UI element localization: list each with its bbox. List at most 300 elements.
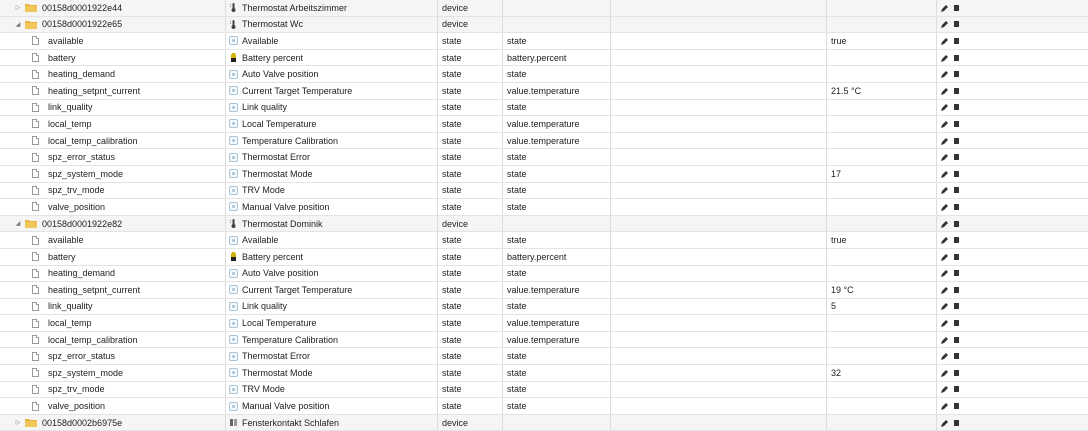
delete-icon[interactable] [954,221,959,227]
object-id: link_quality [48,301,93,312]
object-id-cell[interactable] [0,100,220,116]
object-value[interactable] [831,266,931,282]
state-row[interactable] [0,100,1088,117]
object-name-cell[interactable] [229,183,434,199]
object-value[interactable] [831,100,931,116]
column-divider [225,149,226,165]
column-divider [826,17,827,33]
object-name-cell[interactable] [229,50,434,66]
expand-arrow-icon[interactable]: ▷ [15,420,21,427]
object-name: Link quality [242,301,288,312]
state-row[interactable] [0,299,1088,316]
collapse-arrow-icon[interactable]: ◢ [15,221,21,228]
column-divider [502,282,503,298]
object-id-cell[interactable] [0,83,220,99]
pencil-icon[interactable] [941,70,949,78]
object-name-cell[interactable] [229,415,434,431]
pencil-icon[interactable] [941,385,949,393]
object-type: state [442,401,462,412]
object-id-cell[interactable] [0,17,220,33]
column-divider [502,0,503,16]
object-id-cell[interactable] [0,282,220,298]
pencil-icon[interactable] [941,203,949,211]
object-name-cell[interactable] [229,216,434,232]
object-name-cell[interactable] [229,348,434,364]
column-divider [610,315,611,331]
object-id-cell[interactable] [0,183,220,199]
object-id-cell[interactable] [0,0,220,16]
object-id-cell[interactable] [0,299,220,315]
pencil-icon[interactable] [941,269,949,277]
state-row[interactable] [0,249,1088,266]
column-divider [826,266,827,282]
delete-icon[interactable] [954,88,959,94]
object-value[interactable]: 5 [831,301,837,312]
state-row[interactable] [0,133,1088,150]
delete-icon[interactable] [954,386,959,392]
pencil-icon[interactable] [941,352,949,360]
object-value[interactable] [831,216,931,232]
row-actions [941,415,981,431]
object-value[interactable] [831,382,931,398]
column-divider [936,415,937,431]
object-id-cell[interactable] [0,216,220,232]
object-value[interactable] [831,348,931,364]
delete-icon[interactable] [954,237,959,243]
state-row[interactable] [0,66,1088,83]
device-row[interactable] [0,216,1088,233]
column-divider [826,149,827,165]
column-divider [437,83,438,99]
object-name-cell[interactable] [229,17,434,33]
object-id-cell[interactable] [0,266,220,282]
state-row[interactable] [0,282,1088,299]
pencil-icon[interactable] [941,87,949,95]
column-divider [610,183,611,199]
object-value[interactable] [831,249,931,265]
device-row[interactable] [0,0,1088,17]
object-type: state [442,251,462,262]
object-id-cell[interactable] [0,199,220,215]
column-divider [826,232,827,248]
column-divider [610,17,611,33]
delete-icon[interactable] [954,55,959,61]
object-name-cell[interactable] [229,133,434,149]
file-icon [32,70,39,79]
device-row[interactable] [0,415,1088,431]
object-name-cell[interactable] [229,332,434,348]
object-name: Available [242,235,279,246]
row-actions [941,216,981,232]
pencil-icon[interactable] [941,336,949,344]
object-name-cell[interactable] [229,66,434,82]
column-divider [826,133,827,149]
column-divider [437,116,438,132]
file-icon [32,119,39,128]
column-divider [502,332,503,348]
column-divider [826,66,827,82]
state-row[interactable] [0,332,1088,349]
row-actions [941,133,981,149]
object-id-cell[interactable] [0,133,220,149]
expand-arrow-icon[interactable]: ▷ [15,5,21,12]
state-row[interactable] [0,315,1088,332]
object-role: state [507,351,527,362]
row-actions [941,50,981,66]
state-row[interactable] [0,149,1088,166]
delete-icon[interactable] [954,270,959,276]
column-divider [225,232,226,248]
object-id: spz_trv_mode [48,384,105,395]
row-actions [941,382,981,398]
pencil-icon[interactable] [941,253,949,261]
pencil-icon[interactable] [941,120,949,128]
object-value[interactable] [831,149,931,165]
object-id-cell[interactable] [0,249,220,265]
object-id-cell[interactable] [0,348,220,364]
column-divider [502,315,503,331]
column-divider [936,249,937,265]
object-id-cell[interactable] [0,232,220,248]
folder-icon [25,3,37,12]
object-type: state [442,384,462,395]
pencil-icon[interactable] [941,37,949,45]
pencil-icon[interactable] [941,236,949,244]
file-icon [32,319,39,328]
column-divider [437,415,438,431]
object-name-cell[interactable] [229,100,434,116]
state-row[interactable] [0,83,1088,100]
delete-icon[interactable] [954,254,959,260]
object-name-cell[interactable] [229,0,434,16]
object-name: Current Target Temperature [242,85,353,96]
state-row[interactable] [0,116,1088,133]
object-name-cell[interactable] [229,149,434,165]
file-icon [32,153,39,162]
object-id-cell[interactable] [0,365,220,381]
object-name-cell[interactable] [229,315,434,331]
column-divider [502,415,503,431]
column-divider [826,199,827,215]
object-value[interactable] [831,116,931,132]
object-id: heating_setpnt_current [48,85,141,96]
object-name: Auto Valve position [242,69,319,80]
pencil-icon[interactable] [941,186,949,194]
object-role: state [507,367,527,378]
object-type: state [442,201,462,212]
object-id: local_temp_calibration [48,334,138,345]
object-id-cell[interactable] [0,66,220,82]
delete-icon[interactable] [954,5,959,11]
state-row[interactable] [0,266,1088,283]
delete-icon[interactable] [954,337,959,343]
object-role: value.temperature [507,85,580,96]
column-divider [502,17,503,33]
state-row[interactable] [0,348,1088,365]
column-divider [936,116,937,132]
object-value[interactable]: true [831,35,847,46]
object-role: state [507,401,527,412]
column-divider [502,199,503,215]
state-row[interactable] [0,365,1088,382]
object-type: state [442,301,462,312]
column-divider [610,348,611,364]
thermostat-icon [229,3,238,12]
object-value[interactable] [831,183,931,199]
object-value[interactable] [831,415,931,431]
column-divider [826,83,827,99]
object-id: available [48,35,84,46]
delete-icon[interactable] [954,21,959,27]
column-divider [225,50,226,66]
object-id-cell[interactable] [0,33,220,49]
object-value[interactable]: 32 [831,367,842,378]
object-name: Thermostat Wc [242,19,304,30]
column-divider [225,116,226,132]
row-actions [941,183,981,199]
column-divider [610,66,611,82]
column-divider [936,282,937,298]
delete-icon[interactable] [954,370,959,376]
object-type: state [442,135,462,146]
pencil-icon[interactable] [941,54,949,62]
object-value[interactable] [831,315,931,331]
column-divider [826,415,827,431]
object-value[interactable]: true [831,235,847,246]
object-value[interactable] [831,398,931,414]
column-divider [225,0,226,16]
object-id: spz_error_status [48,152,116,163]
thermostat-icon [229,219,238,228]
column-divider [502,398,503,414]
object-id: spz_trv_mode [48,185,105,196]
row-actions [941,166,981,182]
object-id: spz_system_mode [48,367,124,378]
column-divider [936,83,937,99]
pencil-icon[interactable] [941,402,949,410]
delete-icon[interactable] [954,353,959,359]
object-role [507,216,607,232]
column-divider [936,398,937,414]
row-actions [941,116,981,132]
object-value[interactable] [831,50,931,66]
object-name-cell[interactable] [229,299,434,315]
object-value[interactable]: 21.5 °C [831,85,862,96]
object-name-cell[interactable] [229,33,434,49]
column-divider [610,50,611,66]
state-row[interactable] [0,398,1088,415]
row-actions [941,66,981,82]
object-id: heating_demand [48,268,116,279]
object-name: Thermostat Mode [242,168,313,179]
delete-icon[interactable] [954,187,959,193]
file-icon [32,36,39,45]
column-divider [826,398,827,414]
object-id: heating_demand [48,69,116,80]
state-icon [229,302,238,311]
file-icon [32,103,39,112]
state-row[interactable] [0,232,1088,249]
pencil-icon[interactable] [941,170,949,178]
object-value[interactable]: 19 °C [831,284,854,295]
column-divider [936,299,937,315]
pencil-icon[interactable] [941,286,949,294]
column-divider [610,100,611,116]
object-name-cell[interactable] [229,249,434,265]
column-divider [936,133,937,149]
column-divider [437,382,438,398]
object-type: state [442,185,462,196]
column-divider [225,199,226,215]
state-row[interactable] [0,199,1088,216]
pencil-icon[interactable] [941,319,949,327]
object-name-cell[interactable] [229,282,434,298]
row-actions [941,249,981,265]
state-icon [229,86,238,95]
column-divider [610,398,611,414]
row-actions [941,0,981,16]
column-divider [610,216,611,232]
column-divider [225,133,226,149]
row-actions [941,282,981,298]
object-value[interactable] [831,0,931,16]
delete-icon[interactable] [954,403,959,409]
row-actions [941,199,981,215]
delete-icon[interactable] [954,38,959,44]
pencil-icon[interactable] [941,137,949,145]
delete-icon[interactable] [954,154,959,160]
column-divider [610,332,611,348]
state-icon [229,402,238,411]
column-divider [437,199,438,215]
column-divider [610,282,611,298]
object-id-cell[interactable] [0,50,220,66]
pencil-icon[interactable] [941,153,949,161]
state-icon [229,70,238,79]
delete-icon[interactable] [954,204,959,210]
file-icon [32,269,39,278]
file-icon [32,236,39,245]
delete-icon[interactable] [954,121,959,127]
battery-icon [229,252,238,261]
object-value[interactable] [831,17,931,33]
column-divider [610,415,611,431]
object-type: state [442,35,462,46]
object-id-cell[interactable] [0,398,220,414]
pencil-icon[interactable] [941,302,949,310]
state-icon [229,269,238,278]
object-id-cell[interactable] [0,149,220,165]
pencil-icon[interactable] [941,220,949,228]
object-id: battery [48,52,76,63]
column-divider [225,183,226,199]
pencil-icon[interactable] [941,369,949,377]
object-type: state [442,102,462,113]
collapse-arrow-icon[interactable]: ◢ [15,21,21,28]
object-name: Temperature Calibration [242,135,339,146]
delete-icon[interactable] [954,171,959,177]
object-id-cell[interactable] [0,415,220,431]
column-divider [610,199,611,215]
column-divider [225,166,226,182]
file-icon [32,202,39,211]
column-divider [225,282,226,298]
delete-icon[interactable] [954,320,959,326]
object-name: Local Temperature [242,118,317,129]
row-actions [941,365,981,381]
object-name-cell[interactable] [229,398,434,414]
column-divider [225,348,226,364]
pencil-icon[interactable] [941,4,949,12]
row-actions [941,33,981,49]
object-name-cell[interactable] [229,232,434,248]
pencil-icon[interactable] [941,20,949,28]
object-name-cell[interactable] [229,365,434,381]
column-divider [437,315,438,331]
pencil-icon[interactable] [941,419,949,427]
file-icon [32,402,39,411]
object-id: battery [48,251,76,262]
object-name-cell[interactable] [229,83,434,99]
file-icon [32,53,39,62]
object-name-cell[interactable] [229,199,434,215]
column-divider [826,348,827,364]
object-name-cell[interactable] [229,382,434,398]
delete-icon[interactable] [954,287,959,293]
object-name: Thermostat Error [242,152,311,163]
object-id-cell[interactable] [0,166,220,182]
object-name: Thermostat Mode [242,367,313,378]
state-row[interactable] [0,166,1088,183]
object-value[interactable] [831,199,931,215]
delete-icon[interactable] [954,303,959,309]
object-name-cell[interactable] [229,266,434,282]
delete-icon[interactable] [954,138,959,144]
state-row[interactable] [0,183,1088,200]
column-divider [502,232,503,248]
row-actions [941,100,981,116]
object-name: Available [242,35,279,46]
state-icon [229,186,238,195]
object-value[interactable] [831,66,931,82]
column-divider [610,299,611,315]
column-divider [610,83,611,99]
device-row[interactable] [0,17,1088,34]
object-value[interactable] [831,332,931,348]
column-divider [437,133,438,149]
object-role: state [507,185,527,196]
file-icon [32,302,39,311]
pencil-icon[interactable] [941,103,949,111]
column-divider [225,299,226,315]
state-row[interactable] [0,33,1088,50]
object-role: state [507,35,527,46]
delete-icon[interactable] [954,420,959,426]
object-value[interactable]: 17 [831,168,842,179]
object-name-cell[interactable] [229,166,434,182]
state-row[interactable] [0,382,1088,399]
object-id-cell[interactable] [0,116,220,132]
delete-icon[interactable] [954,71,959,77]
state-row[interactable] [0,50,1088,67]
object-name-cell[interactable] [229,116,434,132]
object-type: device [442,19,469,30]
object-id-cell[interactable] [0,315,220,331]
object-value[interactable] [831,133,931,149]
object-id-cell[interactable] [0,382,220,398]
delete-icon[interactable] [954,104,959,110]
object-id-cell[interactable] [0,332,220,348]
